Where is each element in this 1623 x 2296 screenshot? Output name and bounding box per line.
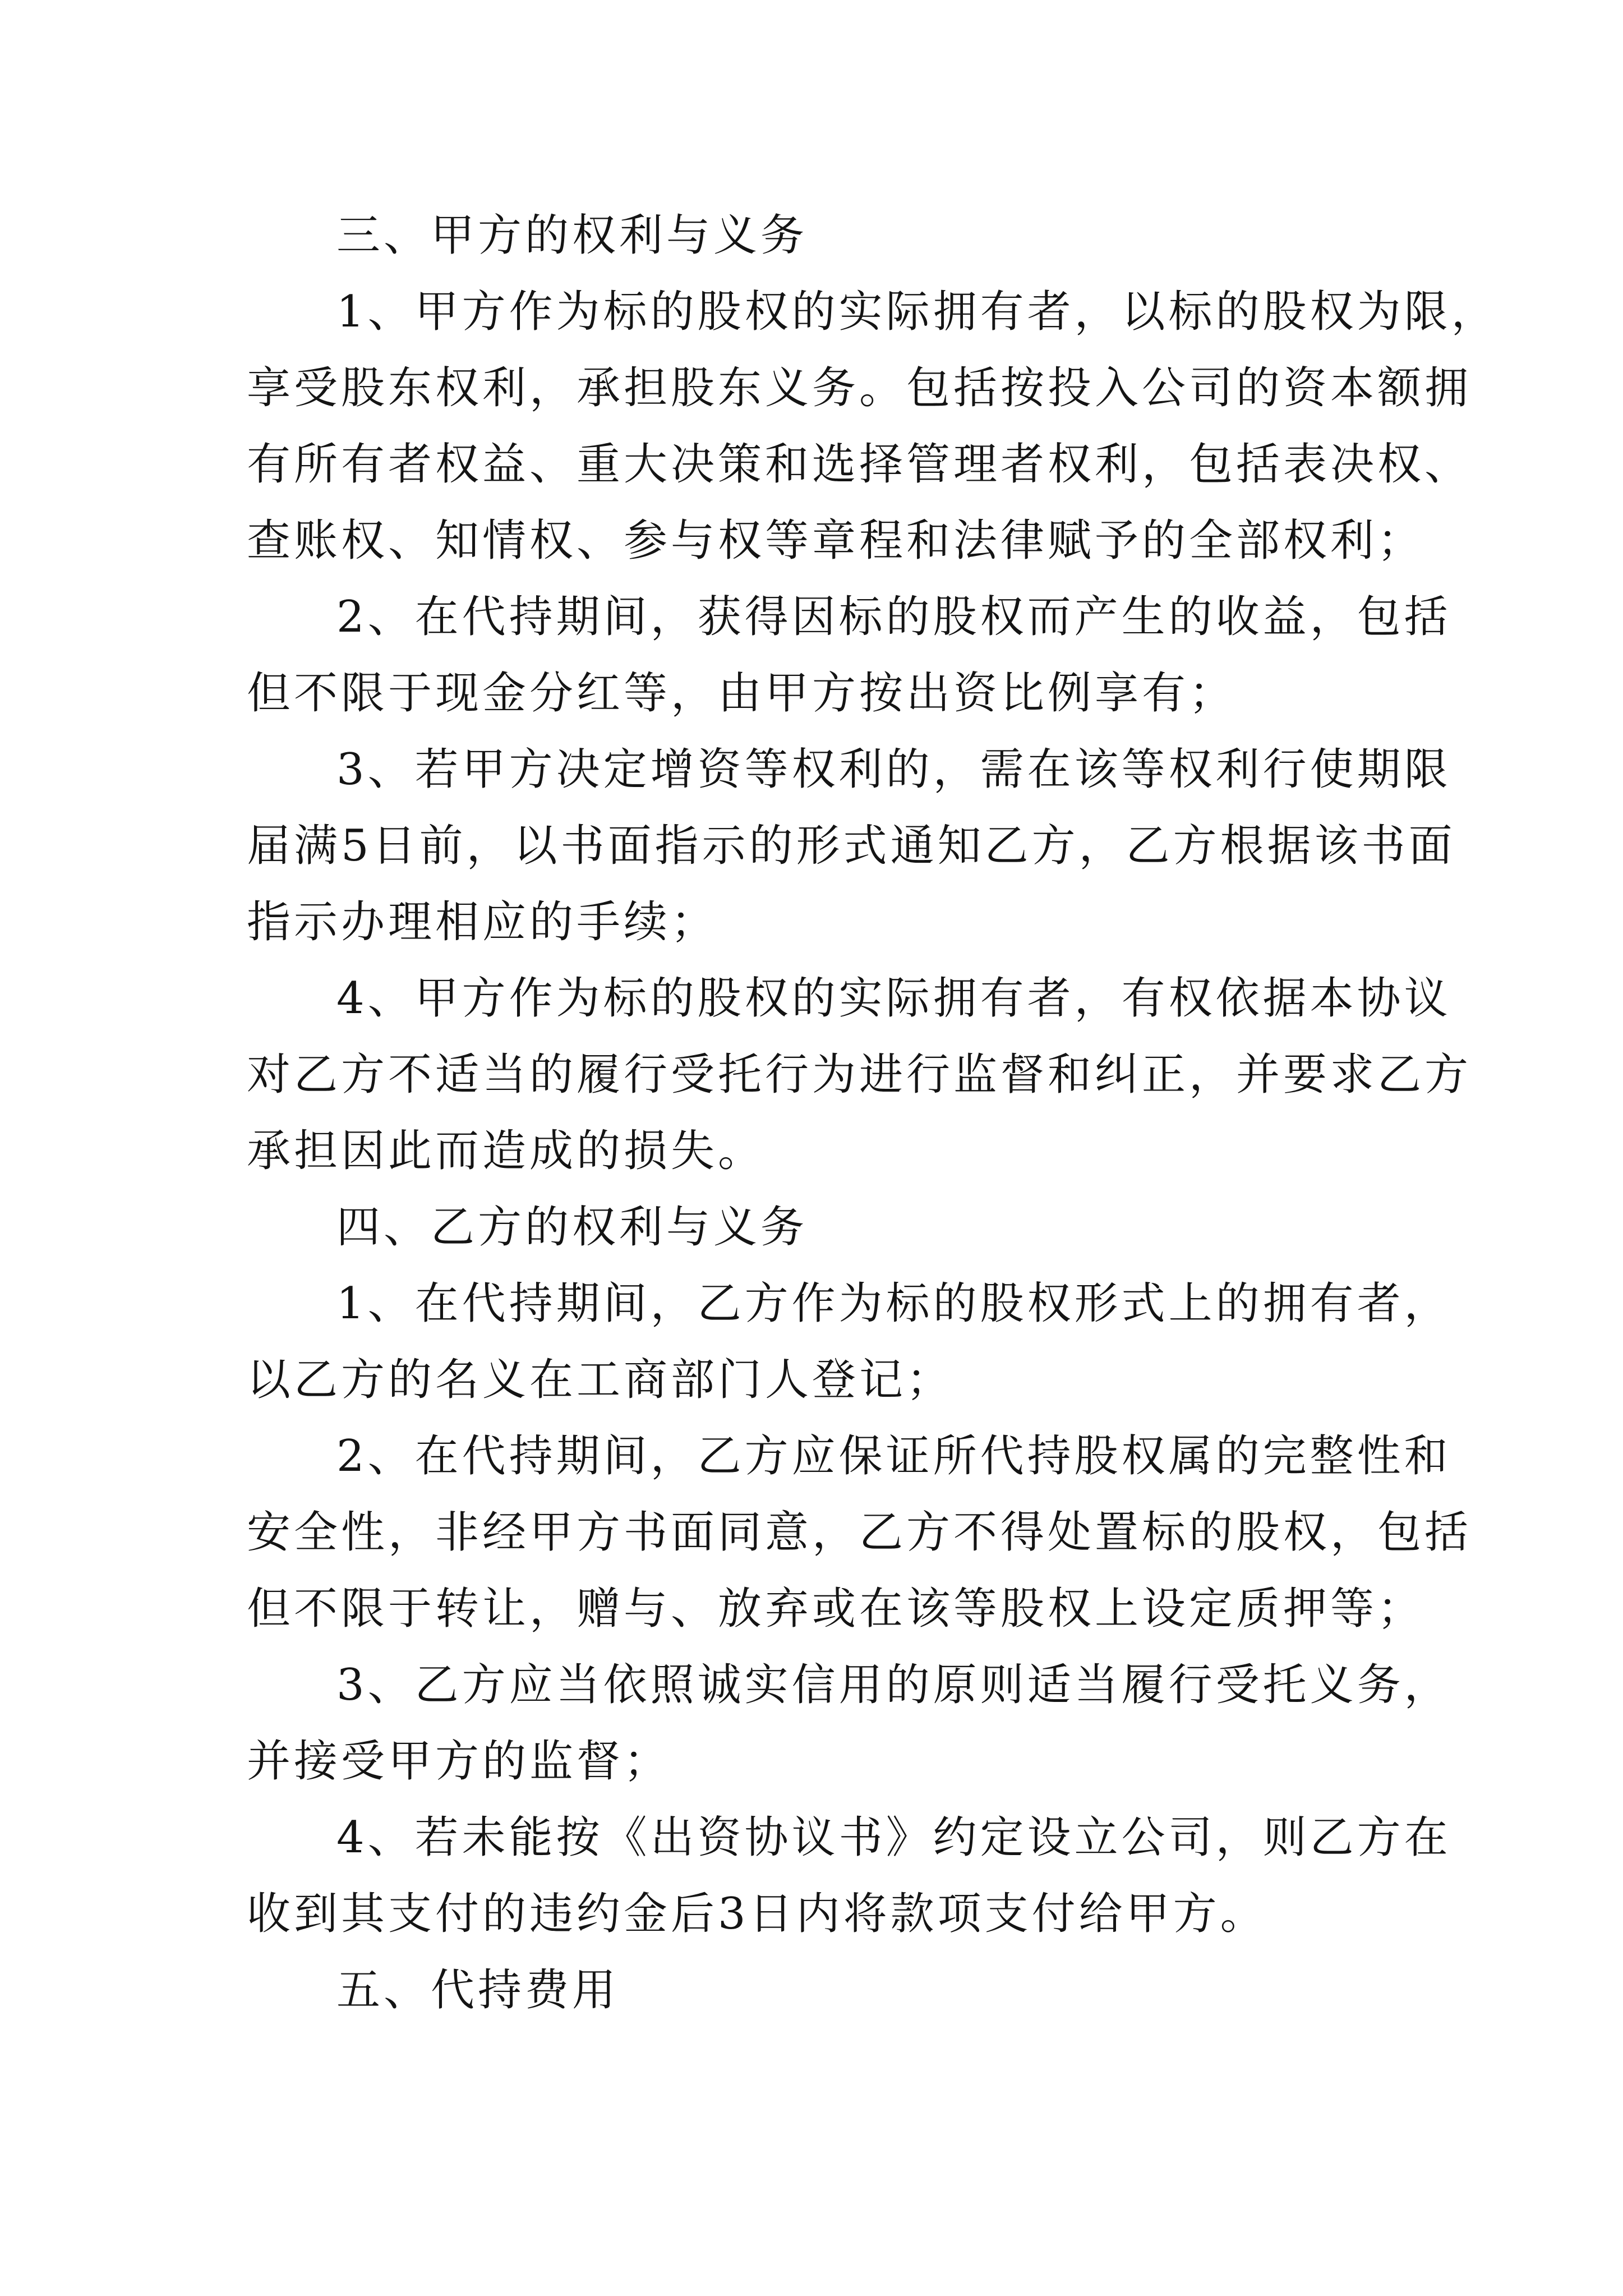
section-4-item-1-line-2: 以乙方的名义在工商部门人登记； — [247, 1355, 954, 1405]
section-4-item-4-line-2: 收到其支付的违约金后3日内将款项支付给甲方。 — [247, 1889, 1267, 1939]
section-3-item-4-line-3: 承担因此而造成的损失。 — [247, 1126, 766, 1176]
section-3-item-1-line-1: 1、甲方作为标的股权的实际拥有者，以标的股权为限， — [336, 287, 1498, 337]
section-4-item-2-line-3: 但不限于转让，赠与、放弃或在该等股权上设定质押等； — [247, 1584, 1425, 1634]
section-3-item-1-line-2: 享受股东权利，承担股东义务。包括按投入公司的资本额拥 — [247, 363, 1472, 413]
section-3-item-1-line-3: 有所有者权益、重大决策和选择管理者权利，包括表决权、 — [247, 439, 1472, 490]
section-3-item-4-line-2: 对乙方不适当的履行受托行为进行监督和纠正，并要求乙方 — [247, 1050, 1472, 1100]
section-3-item-3-line-2: 届满5日前，以书面指示的形式通知乙方，乙方根据该书面 — [247, 821, 1456, 871]
section-3-item-4-line-1: 4、甲方作为标的股权的实际拥有者，有权依据本协议 — [336, 973, 1451, 1024]
section-3-heading: 三、甲方的权利与义务 — [336, 210, 808, 261]
section-4-heading: 四、乙方的权利与义务 — [336, 1202, 808, 1253]
section-4-item-2-line-2: 安全性，非经甲方书面同意，乙方不得处置标的股权，包括 — [247, 1507, 1472, 1558]
section-3-item-3-line-3: 指示办理相应的手续； — [247, 897, 718, 947]
section-3-item-1-line-4: 查账权、知情权、参与权等章程和法律赋予的全部权利； — [247, 516, 1425, 566]
section-5-heading: 五、代持费用 — [336, 1965, 620, 2016]
section-4-item-3-line-2: 并接受甲方的监督； — [247, 1736, 671, 1787]
section-4-item-2-line-1: 2、在代持期间，乙方应保证所代持股权属的完整性和 — [336, 1431, 1451, 1481]
section-4-item-1-line-1: 1、在代持期间，乙方作为标的股权形式上的拥有者， — [336, 1278, 1451, 1329]
section-3-item-2-line-1: 2、在代持期间，获得因标的股权而产生的收益，包括 — [336, 592, 1451, 642]
section-3-item-3-line-1: 3、若甲方决定增资等权利的，需在该等权利行使期限 — [336, 744, 1451, 795]
section-3-item-2-line-2: 但不限于现金分红等，由甲方按出资比例享有； — [247, 668, 1237, 719]
section-4-item-4-line-1: 4、若未能按《出资协议书》约定设立公司，则乙方在 — [336, 1812, 1451, 1863]
section-4-item-3-line-1: 3、乙方应当依照诚实信用的原则适当履行受托义务， — [336, 1660, 1451, 1710]
